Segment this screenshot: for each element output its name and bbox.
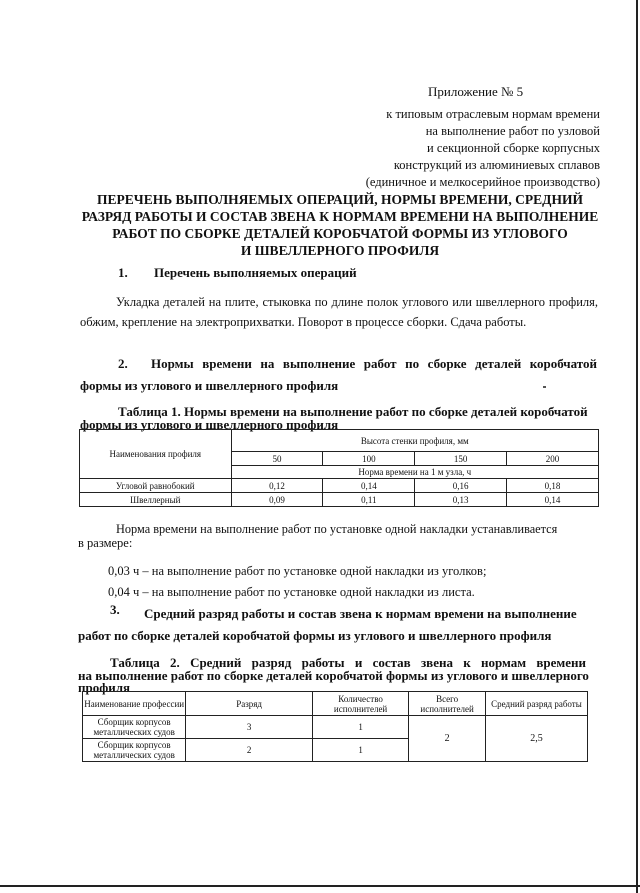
- table1-cell: 0,14: [507, 493, 599, 507]
- title-line: РАЗРЯД РАБОТЫ И СОСТАВ ЗВЕНА К НОРМАМ ВРЕМЕНИ НА ВЫПОЛНЕНИЕ: [81, 209, 599, 224]
- section3-title-line2: работ по сборке деталей коробчатой формы из углового и швеллерного профиля: [78, 628, 552, 643]
- title-line: И ШВЕЛЛЕРНОГО ПРОФИЛЯ: [240, 243, 440, 258]
- table2-header: Разряд: [186, 692, 313, 716]
- section1-title: Перечень выполняемых операций: [154, 265, 357, 280]
- section1-text: Укладка деталей на плите, стыковка по длине полок углового или швеллерного профиля, обжим, крепление на электроприхватки. Поворот в процессе сборки. Сдача работы.: [80, 295, 598, 329]
- table1-cell: 0,11: [323, 493, 415, 507]
- title-line: РАБОТ ПО СБОРКЕ ДЕТАЛЕЙ КОРОБЧАТОЙ ФОРМЫ ИЗ УГЛОВОГО: [112, 226, 568, 241]
- table1-row-name: Угловой равнобокий: [80, 479, 232, 493]
- table1-height-cell: 50: [231, 452, 323, 466]
- table1: [79, 429, 599, 507]
- section2-title-line2: формы из углового и швеллерного профиля: [80, 378, 339, 393]
- table2-grade: 2: [186, 739, 313, 762]
- overlay-item1: 0,03 ч – на выполнение работ по установке одной накладки из уголков;: [108, 564, 487, 578]
- document-title: [80, 191, 600, 259]
- table1-height-cell: 200: [507, 452, 599, 466]
- table1-height-cell: 150: [415, 452, 507, 466]
- appendix-title: Приложение № 5: [428, 84, 524, 99]
- table2-caption-line2: на выполнение работ по сборке деталей коробчатой формы из углового и швеллерного: [78, 668, 589, 683]
- scan-mark: [543, 386, 546, 388]
- scan-border-right: [636, 0, 638, 893]
- table1-caption-line1: Таблица 1. Нормы времени на выполнение работ по сборке деталей коробчатой: [118, 404, 588, 419]
- table2-caption-line1: Таблица 2. Средний разряд работы и состав звена к нормам времени: [110, 655, 586, 670]
- table2-header: Количество исполнителей: [312, 692, 408, 716]
- table-row: [83, 716, 588, 739]
- section2-title-line1: Нормы времени на выполнение работ по сборке деталей коробчатой: [151, 356, 597, 371]
- table1-height-cell: 100: [323, 452, 415, 466]
- section3-title-line1: Средний разряд работы и состав звена к нормам времени на выполнение: [144, 606, 577, 621]
- appendix-line: и секционной сборке корпусных: [427, 141, 600, 155]
- appendix-line: конструкций из алюминиевых сплавов: [393, 158, 600, 172]
- table1-name-header: Наименования профиля: [80, 430, 232, 479]
- table-row: [80, 479, 599, 493]
- table2-count: 1: [312, 739, 408, 762]
- table2-avg-grade: 2,5: [485, 716, 587, 762]
- table1-height-header: Высота стенки профиля, мм: [231, 430, 598, 452]
- table2-header: Наименование профессии: [83, 692, 186, 716]
- table1-cell: 0,12: [231, 479, 323, 493]
- table1-cell: 0,09: [231, 493, 323, 507]
- scan-border-bottom: [0, 885, 640, 887]
- section1-number: 1.: [118, 265, 128, 280]
- table2-count: 1: [312, 716, 408, 739]
- table2-profession: Сборщик корпусов металлических судов: [83, 716, 186, 739]
- table1-cell: 0,13: [415, 493, 507, 507]
- table2: [82, 691, 588, 762]
- table2-total: 2: [409, 716, 486, 762]
- appendix-subtitle: [300, 106, 600, 191]
- table1-norm-header: Норма времени на 1 м узла, ч: [231, 466, 598, 479]
- title-line: ПЕРЕЧЕНЬ ВЫПОЛНЯЕМЫХ ОПЕРАЦИЙ, НОРМЫ ВРЕМЕНИ, СРЕДНИЙ: [97, 192, 583, 207]
- table2-caption-line3: профиля: [78, 680, 131, 695]
- overlay-line2: в размере:: [78, 536, 133, 550]
- appendix-line: на выполнение работ по узловой: [425, 124, 600, 138]
- table1-caption-line2: формы из углового и швеллерного профиля: [80, 417, 339, 432]
- section3-number: 3.: [110, 602, 120, 617]
- table2-grade: 3: [186, 716, 313, 739]
- appendix-line: (единичное и мелкосерийное производство): [365, 175, 600, 189]
- appendix-line: к типовым отраслевым нормам времени: [386, 107, 600, 121]
- table1-row-name: Швеллерный: [80, 493, 232, 507]
- overlay-line1: Норма времени на выполнение работ по установке одной накладки устанавливается: [116, 522, 558, 536]
- table2-profession: Сборщик корпусов металлических судов: [83, 739, 186, 762]
- table1-cell: 0,16: [415, 479, 507, 493]
- section2-number: 2.: [118, 356, 128, 371]
- table1-cell: 0,14: [323, 479, 415, 493]
- table1-cell: 0,18: [507, 479, 599, 493]
- table2-header: Всего исполнителей: [409, 692, 486, 716]
- table-row: [80, 493, 599, 507]
- overlay-item2: 0,04 ч – на выполнение работ по установке одной накладки из листа.: [108, 585, 475, 599]
- table2-header: Средний разряд работы: [485, 692, 587, 716]
